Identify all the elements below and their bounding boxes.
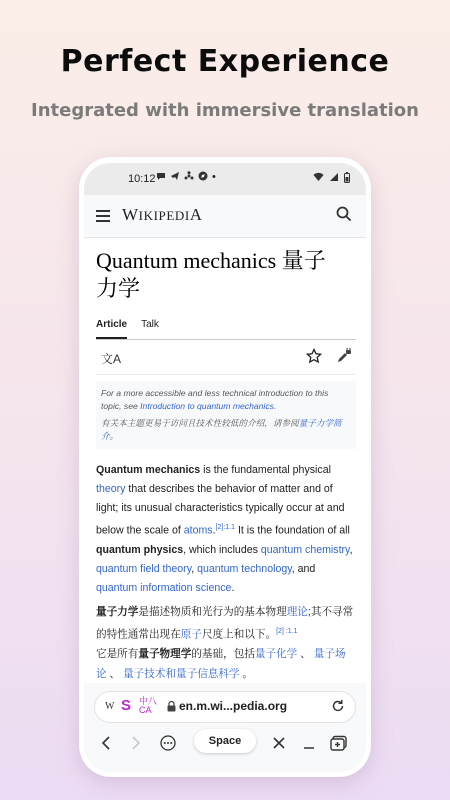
link-quantum-technology[interactable]: quantum technology	[197, 562, 292, 575]
title-line-1: Quantum mechanics 量子	[96, 248, 326, 273]
text-segment: It is the foundation of all	[235, 524, 350, 537]
text-segment-zh: 尺度上和以下。	[201, 628, 277, 641]
minimize-icon[interactable]	[302, 735, 316, 751]
citation-ref[interactable]: [2]:1.1	[215, 524, 236, 531]
browser-nav-row	[84, 729, 366, 761]
text-segment-zh: 的基础，包括	[191, 648, 255, 661]
wikipedia-wordmark[interactable]	[122, 205, 203, 225]
notification-icons	[156, 171, 216, 183]
wordmark-last: A	[189, 205, 203, 224]
text-segment: , and	[291, 562, 316, 575]
promo-subheadline: Integrated with immersive translation	[31, 100, 419, 121]
link-zh-theory[interactable]: 理论	[286, 605, 308, 618]
text-segment: ,	[191, 562, 198, 575]
ext-text-2: CA	[139, 705, 152, 715]
hatnote	[96, 381, 356, 449]
title-line-2: 力学	[96, 276, 141, 301]
status-bar	[84, 163, 366, 195]
hatnote-en-prefix: For a more accessible and less technical introduction to this topic, see	[101, 388, 329, 411]
text-segment: ,	[349, 543, 353, 556]
article-title	[96, 247, 356, 303]
battery-icon	[344, 172, 350, 183]
translate-language-icon[interactable]: 文A	[101, 352, 122, 366]
hatnote-zh	[101, 417, 350, 443]
bold-term-zh: 量子力学	[96, 605, 139, 618]
hatnote-en	[101, 387, 350, 413]
status-time: 10:12	[128, 173, 156, 185]
link-quantum-chemistry[interactable]: quantum chemistry	[260, 543, 350, 556]
text-segment: that describes the behavior of matter and of light; its unusual characteristics typically occur at and below the scale of	[96, 483, 345, 537]
link-quantum-field-theory[interactable]: quantum field theory	[96, 562, 192, 575]
menu-icon[interactable]	[96, 210, 110, 225]
link-theory[interactable]: theory	[96, 483, 126, 495]
article-body	[96, 461, 356, 684]
browser-bottom-bar	[84, 683, 366, 772]
telegram-icon	[170, 171, 180, 181]
text-segment-zh: 它是所有	[96, 648, 139, 661]
text-segment: .	[231, 581, 235, 594]
promo-headline: Perfect Experience	[60, 44, 390, 79]
chat-bubble-icon	[156, 171, 166, 181]
star-icon[interactable]	[306, 348, 322, 364]
status-dot: •	[212, 171, 216, 183]
hatnote-zh-link[interactable]: 量子力学简介	[101, 418, 342, 441]
phone-screen	[84, 163, 366, 772]
article-tabs	[96, 317, 356, 340]
translate-extension-icon[interactable]	[139, 697, 157, 715]
tab-talk[interactable]: Talk	[141, 319, 159, 330]
new-tab-icon[interactable]	[330, 735, 348, 751]
text-segment: , which includes	[183, 543, 261, 556]
system-icons	[313, 172, 350, 183]
text-segment: is the fundamental physical	[200, 464, 331, 476]
article-toolbar	[96, 340, 356, 375]
link-zh-technology[interactable]: 量子技术和量子信息科学	[123, 668, 240, 681]
url-bar[interactable]	[94, 691, 356, 723]
search-icon[interactable]	[336, 206, 352, 222]
text-segment-zh: 、	[106, 668, 124, 681]
back-icon[interactable]	[100, 735, 112, 751]
space-button[interactable]: Space	[194, 729, 256, 753]
tab-article[interactable]: Article	[96, 317, 127, 339]
bold-term: quantum physics	[96, 543, 184, 556]
text-segment-zh: 、	[297, 648, 314, 661]
paragraph-zh	[96, 602, 356, 685]
compass-icon	[198, 171, 208, 181]
text-segment-zh: 是描述物质和光行为的基本物理	[138, 605, 287, 618]
wifi-icon	[313, 172, 324, 182]
text-segment-zh: ;其不寻常的特性通常出现在	[96, 605, 354, 641]
reload-icon[interactable]	[331, 699, 345, 713]
hatnote-zh-prefix: 有关本主题更易于访问且技术性较低的介绍，请参阅	[101, 418, 299, 428]
url-text[interactable]: en.m.wi...pedia.org	[179, 699, 288, 713]
wordmark-rest: IKIPEDI	[138, 208, 190, 223]
immersive-translate-extension-icon[interactable]: S	[121, 697, 132, 714]
citation-ref-zh[interactable]: [2] :1.1	[276, 627, 298, 635]
link-zh-atoms[interactable]: 原子	[180, 628, 202, 641]
text-segment-zh: 。	[239, 668, 254, 681]
link-atoms[interactable]: atoms	[183, 524, 213, 537]
wiki-header	[84, 195, 366, 238]
article-content	[96, 247, 356, 684]
edit-locked-icon[interactable]	[336, 348, 352, 364]
link-quantum-information-science[interactable]: quantum information science	[96, 581, 232, 594]
ext-text-1: 中八	[139, 696, 158, 706]
close-icon[interactable]	[272, 735, 286, 751]
link-zh-field-theory[interactable]: 量子场论	[96, 648, 346, 681]
more-options-icon[interactable]	[160, 735, 176, 751]
text-segment: .	[212, 524, 216, 537]
hatnote-zh-suffix: 。	[109, 431, 119, 441]
wordmark-first: W	[122, 205, 139, 224]
site-favicon: W	[105, 701, 115, 712]
forward-icon[interactable]	[130, 735, 142, 751]
link-zh-chemistry[interactable]: 量子化学	[254, 648, 298, 661]
hatnote-en-link[interactable]: Introduction to quantum mechanics	[140, 401, 274, 411]
lock-icon	[167, 701, 176, 712]
fan-icon	[184, 171, 194, 181]
signal-icon	[329, 172, 339, 182]
hatnote-en-suffix: .	[273, 401, 277, 411]
bold-term: Quantum mechanics	[96, 464, 201, 476]
bold-term-zh: 量子物理学	[138, 648, 192, 661]
paragraph-en	[96, 461, 356, 598]
